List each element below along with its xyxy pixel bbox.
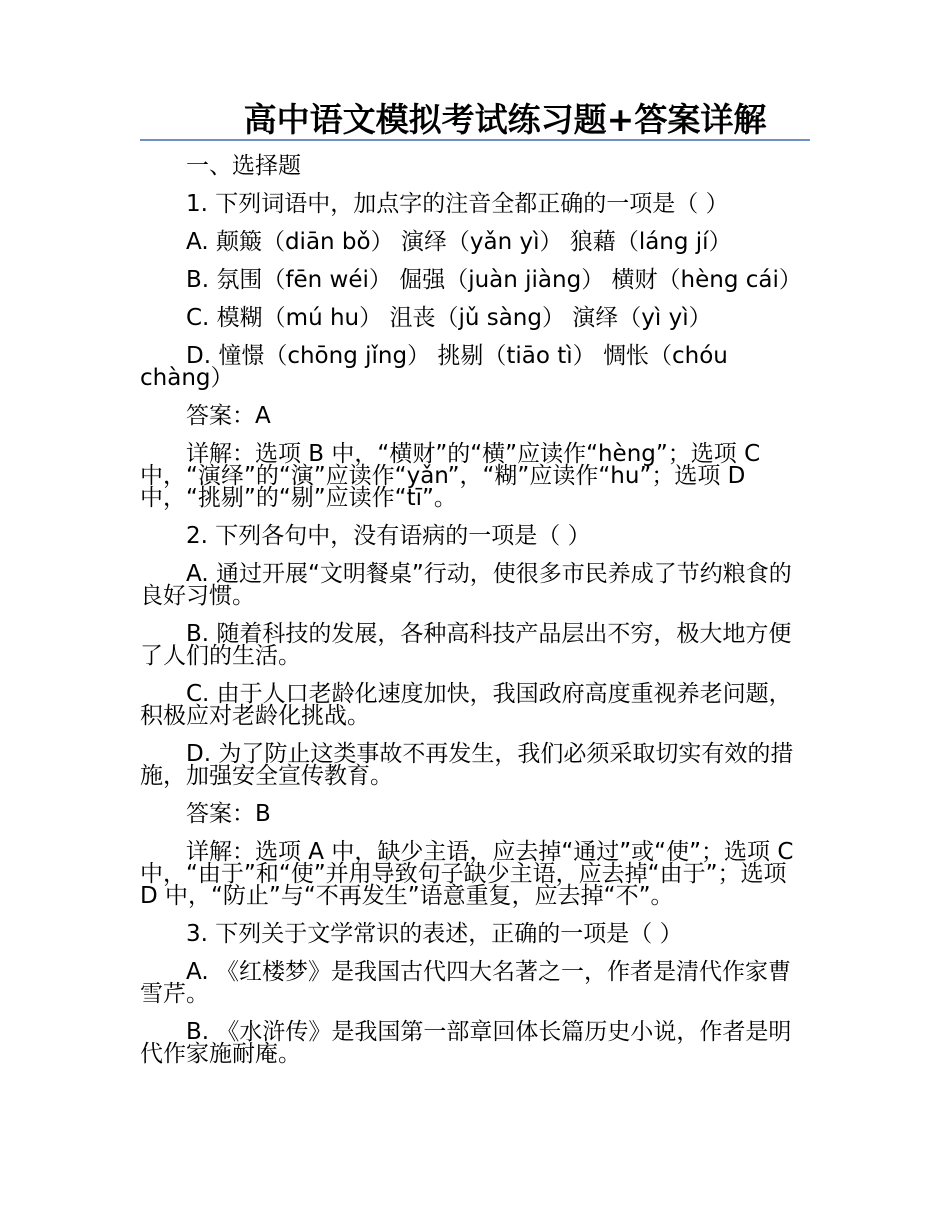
question-1: 1. 下列词语中，加点字的注音全都正确的一项是（ ） [186, 191, 729, 217]
title-underline [140, 139, 810, 141]
q1-option-b: B. 氛围（fēn wéi） 倔强（juàn jiàng） 横财（hèng cái） [186, 267, 802, 293]
q2-option-a: A. 通过开展“文明餐桌”行动，使很多市民养成了节约粮食的良好习惯。 [140, 561, 792, 609]
q2-option-c: C. 由于人口老龄化速度加快，我国政府高度重视养老问题，积极应对老龄化挑战。 [140, 681, 792, 729]
q1-option-a: A. 颠簸（diān bǒ） 演绎（yǎn yì） 狼藉（láng jí） [186, 229, 732, 255]
document-body [140, 155, 810, 1081]
q2-answer: 答案：B [186, 801, 271, 827]
q1-option-d: D. 憧憬（chōng jǐng） 挑剔（tiāo tì） 惆怅（chóu chàng） [140, 343, 728, 391]
q2-explanation: 详解：选项 A 中，缺少主语，应去掉“通过”或“使”；选项 C 中，“由于”和“使”并用导致句子缺少主语，应去掉“由于”；选项 D 中，“防止”与“不再发生”语意重复，应去掉“不”。 [140, 839, 794, 909]
q3-option-b: B. 《水浒传》是我国第一部章回体长篇历史小说，作者是明代作家施耐庵。 [140, 1019, 792, 1067]
q3-option-a: A. 《红楼梦》是我国古代四大名著之一，作者是清代作家曹雪芹。 [140, 959, 791, 1007]
question-3: 3. 下列关于文学常识的表述，正确的一项是（ ） [186, 921, 683, 947]
document-title: 高中语文模拟考试练习题+答案详解 [243, 100, 767, 139]
q1-option-c: C. 模糊（mú hu） 沮丧（jǔ sàng） 演绎（yì yì） [186, 305, 712, 331]
q2-option-b: B. 随着科技的发展，各种高科技产品层出不穷，极大地方便了人们的生活。 [140, 621, 792, 669]
question-2: 2. 下列各句中，没有语病的一项是（ ） [186, 523, 591, 549]
q1-explanation: 详解：选项 B 中，“横财”的“横”应读作“hèng”；选项 C 中，“演绎”的“演”应读作“yǎn”，“糊”应读作“hu”；选项 D 中，“挑剔”的“剔”应读作“tī”。 [140, 441, 761, 511]
q1-answer: 答案：A [186, 403, 271, 429]
q2-option-d: D. 为了防止这类事故不再发生，我们必须采取切实有效的措施，加强安全宣传教育。 [140, 741, 794, 789]
section-heading: 一、选择题 [186, 153, 301, 179]
